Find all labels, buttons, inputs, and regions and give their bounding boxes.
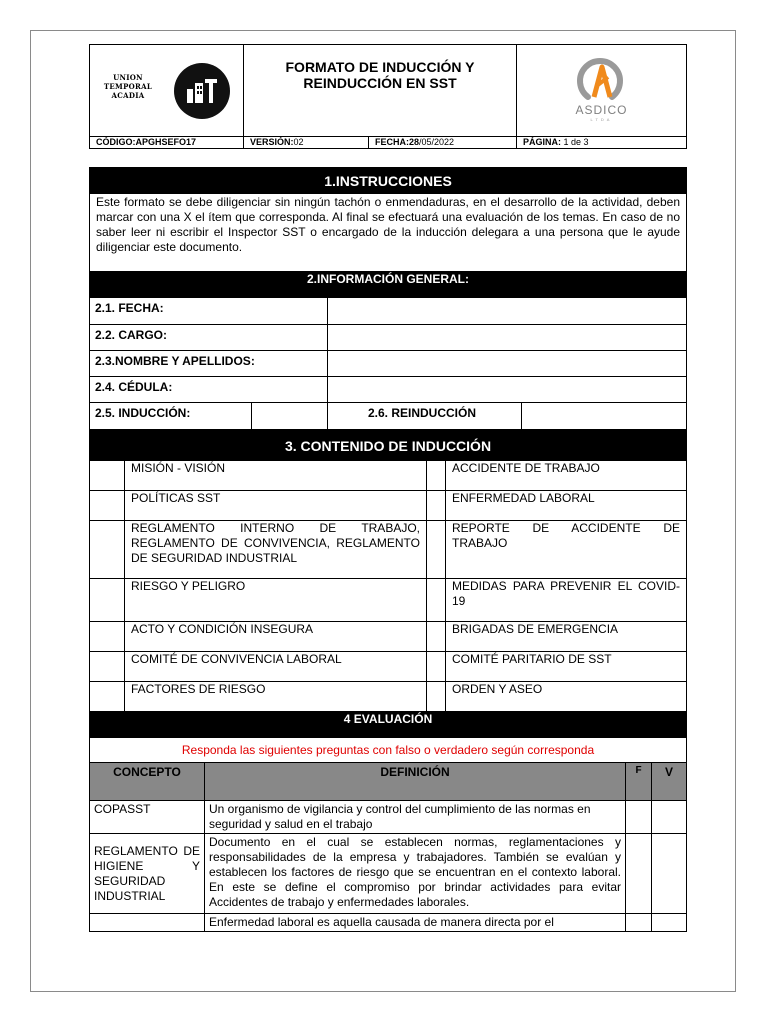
evaluation-section xyxy=(89,711,687,932)
asdico-logo-icon xyxy=(568,57,630,103)
general-info-heading: 2.INFORMACIÓN GENERAL: xyxy=(90,272,687,298)
eval-true-checkbox[interactable] xyxy=(652,914,687,932)
cedula-label: 2.4. CÉDULA: xyxy=(90,377,328,403)
topic-item: BRIGADAS DE EMERGENCIA xyxy=(446,622,687,652)
topic-item: ACCIDENTE DE TRABAJO xyxy=(446,461,687,491)
eval-false-checkbox[interactable] xyxy=(626,834,652,914)
document-header xyxy=(89,44,687,149)
topic-checkbox[interactable] xyxy=(90,622,125,652)
topic-item: ORDEN Y ASEO xyxy=(446,682,687,712)
topic-item: MISIÓN - VISIÓN xyxy=(125,461,427,491)
content-heading: 3. CONTENIDO DE INDUCCIÓN xyxy=(90,431,687,461)
content-section xyxy=(89,430,687,712)
brand-logo-cell xyxy=(517,45,687,137)
eval-false-checkbox[interactable] xyxy=(626,801,652,834)
topic-checkbox[interactable] xyxy=(427,579,446,622)
topic-item: MEDIDAS PARA PREVENIR EL COVID-19 xyxy=(446,579,687,622)
reinduccion-checkbox[interactable] xyxy=(522,403,687,430)
topic-checkbox[interactable] xyxy=(90,652,125,682)
eval-concepto: REGLAMENTO DE HIGIENE Y SEGURIDAD INDUSTRIAL xyxy=(90,834,205,914)
fecha-input[interactable] xyxy=(328,298,687,325)
codigo-field: CÓDIGO:APGHSEFO17 xyxy=(90,137,244,149)
topic-item: FACTORES DE RIESGO xyxy=(125,682,427,712)
topic-checkbox[interactable] xyxy=(90,682,125,712)
col-v-header: V xyxy=(652,763,687,801)
topic-item: REGLAMENTO INTERNO DE TRABAJO, REGLAMENTO DE CONVIVENCIA, REGLAMENTO DE SEGURIDAD INDUSTRIAL xyxy=(125,521,427,579)
eval-definicion: Enfermedad laboral es aquella causada de manera directa por el xyxy=(205,914,626,932)
org-logo-icon xyxy=(174,63,230,119)
nombre-input[interactable] xyxy=(328,351,687,377)
eval-true-checkbox[interactable] xyxy=(652,834,687,914)
topic-checkbox[interactable] xyxy=(427,682,446,712)
eval-true-checkbox[interactable] xyxy=(652,801,687,834)
topic-item: COMITÉ PARITARIO DE SST xyxy=(446,652,687,682)
topic-item: POLÍTICAS SST xyxy=(125,491,427,521)
form-title: FORMATO DE INDUCCIÓN Y REINDUCCIÓN EN SST xyxy=(244,45,517,137)
version-field: VERSIÓN:02 xyxy=(244,137,369,149)
eval-concepto xyxy=(90,914,205,932)
org-logo-cell xyxy=(90,45,244,137)
eval-definicion: Un organismo de vigilancia y control del cumplimiento de las normas en seguridad y salud en el trabajo xyxy=(205,801,626,834)
nombre-label: 2.3.NOMBRE Y APELLIDOS: xyxy=(90,351,328,377)
topic-checkbox[interactable] xyxy=(427,521,446,579)
topic-item: RIESGO Y PELIGRO xyxy=(125,579,427,622)
cedula-input[interactable] xyxy=(328,377,687,403)
eval-concepto: COPASST xyxy=(90,801,205,834)
topic-checkbox[interactable] xyxy=(427,622,446,652)
eval-definicion: Documento en el cual se establecen normas, reglamentaciones y responsabilidades de la empresa y trabajadores. También se evalúan y establecen los factores de riesgo que se encuentran en el contexto laboral. En este se define el compromiso por brindar actividades para evitar Accidentes de trabajo y enfermedades laborales. xyxy=(205,834,626,914)
instructions-heading: 1.INSTRUCCIONES xyxy=(90,168,687,194)
evaluation-heading: 4 EVALUACIÓN xyxy=(90,712,687,738)
brand-subtitle: LTDA xyxy=(590,117,613,122)
eval-false-checkbox[interactable] xyxy=(626,914,652,932)
topic-checkbox[interactable] xyxy=(90,491,125,521)
induccion-checkbox[interactable] xyxy=(252,403,328,430)
cargo-input[interactable] xyxy=(328,325,687,351)
col-definicion-header: DEFINICIÓN xyxy=(205,763,626,801)
topic-item: REPORTE DE ACCIDENTE DE TRABAJO xyxy=(446,521,687,579)
evaluation-instruction: Responda las siguientes preguntas con falso o verdadero según corresponda xyxy=(90,738,687,763)
org-logo-text: UNION TEMPORAL ACADIA xyxy=(103,73,153,100)
topic-checkbox[interactable] xyxy=(90,461,125,491)
topic-checkbox[interactable] xyxy=(427,491,446,521)
fecha-label: 2.1. FECHA: xyxy=(90,298,328,325)
brand-name: ASDICO xyxy=(575,103,628,117)
pagina-field: PÁGINA: 1 de 3 xyxy=(517,137,687,149)
topic-checkbox[interactable] xyxy=(90,579,125,622)
topic-checkbox[interactable] xyxy=(427,461,446,491)
induccion-label: 2.5. INDUCCIÓN: xyxy=(90,403,252,430)
topic-item: ACTO Y CONDICIÓN INSEGURA xyxy=(125,622,427,652)
col-f-header: F xyxy=(626,763,652,801)
col-concepto-header: CONCEPTO xyxy=(90,763,205,801)
topic-checkbox[interactable] xyxy=(90,521,125,579)
info-section xyxy=(89,167,687,430)
topic-item: ENFERMEDAD LABORAL xyxy=(446,491,687,521)
cargo-label: 2.2. CARGO: xyxy=(90,325,328,351)
fecha-field: FECHA:28/05/2022 xyxy=(369,137,517,149)
topic-item: COMITÉ DE CONVIVENCIA LABORAL xyxy=(125,652,427,682)
instructions-text: Este formato se debe diligenciar sin ningún tachón o enmendaduras, en el desarrollo de la actividad, deben marcar con una X el ítem que corresponda. Al final se efectuará una evaluación de los temas. En caso de no saber leer ni escribir el Inspector SST o encargado de la inducción delegara a una persona que le ayude diligenciar este documento. xyxy=(90,194,687,272)
topic-checkbox[interactable] xyxy=(427,652,446,682)
reinduccion-label: 2.6. REINDUCCIÓN xyxy=(328,403,522,430)
